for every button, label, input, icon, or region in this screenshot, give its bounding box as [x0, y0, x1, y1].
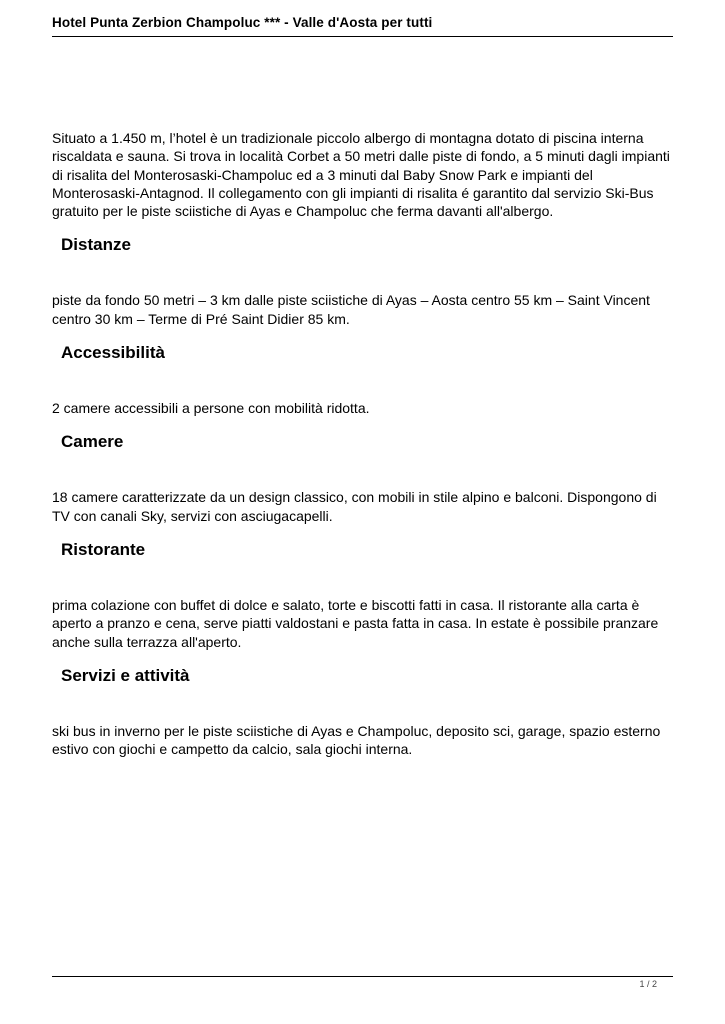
page-header: [52, 14, 673, 37]
section-heading-camere: Camere: [61, 432, 124, 452]
page-footer: [52, 976, 673, 989]
section-text-accessibilita: 2 camere accessibili a persone con mobilità ridotta.: [52, 400, 370, 417]
page-number: 1 / 2: [639, 979, 657, 989]
section-heading-distanze: Distanze: [61, 235, 131, 255]
section-heading-ristorante: Ristorante: [61, 539, 146, 559]
section-text-distanze: piste da fondo 50 metri – 3 km dalle piste sciistiche di Ayas – Aosta centro 55 km – Saint Vincent centro 30 km – Terme di Pré Saint Didier 85 km.: [52, 292, 650, 327]
page-title: Hotel Punta Zerbion Champoluc *** - Valle d'Aosta per tutti: [52, 15, 433, 30]
section-text-servizi: ski bus in inverno per le piste sciistiche di Ayas e Champoluc, deposito sci, garage, spazio esterno estivo con giochi e campetto da calcio, sala giochi interna.: [52, 722, 661, 758]
section-text-camere: 18 camere caratterizzate da un design classico, con mobili in stile alpino e balconi. Dispongono di TV con canali Sky, servizi con asciugacapelli.: [52, 489, 657, 524]
intro-paragraph: Situato a 1.450 m, l’hotel è un tradizionale piccolo albergo di montagna dotato di piscina interna riscaldata e sauna. Si trova in località Corbet a 50 metri dalle piste di fondo, a 5 minuti dagli impianti di risalita del Monterosaski-Champoluc ed a 3 minuti dal Baby Snow Park e impianti del Monterosaski-Antagnod. Il collegamento con gli impianti di risalita é garantito dal servizio Ski-Bus gratuito per le piste sciistiche di Ayas e Champoluc che ferma davanti all'albergo.: [52, 130, 670, 220]
section-heading-servizi: Servizi e attività: [61, 665, 190, 685]
section-text-ristorante: prima colazione con buffet di dolce e salato, torte e biscotti fatti in casa. Il ristorante alla carta è aperto a pranzo e cena, serve piatti valdostani e pasta fatta in casa. In estate è possibile pranzare anche sulla terrazza all'aperto.: [52, 596, 659, 650]
document-body: [52, 129, 677, 758]
section-heading-accessibilita: Accessibilità: [61, 343, 165, 363]
